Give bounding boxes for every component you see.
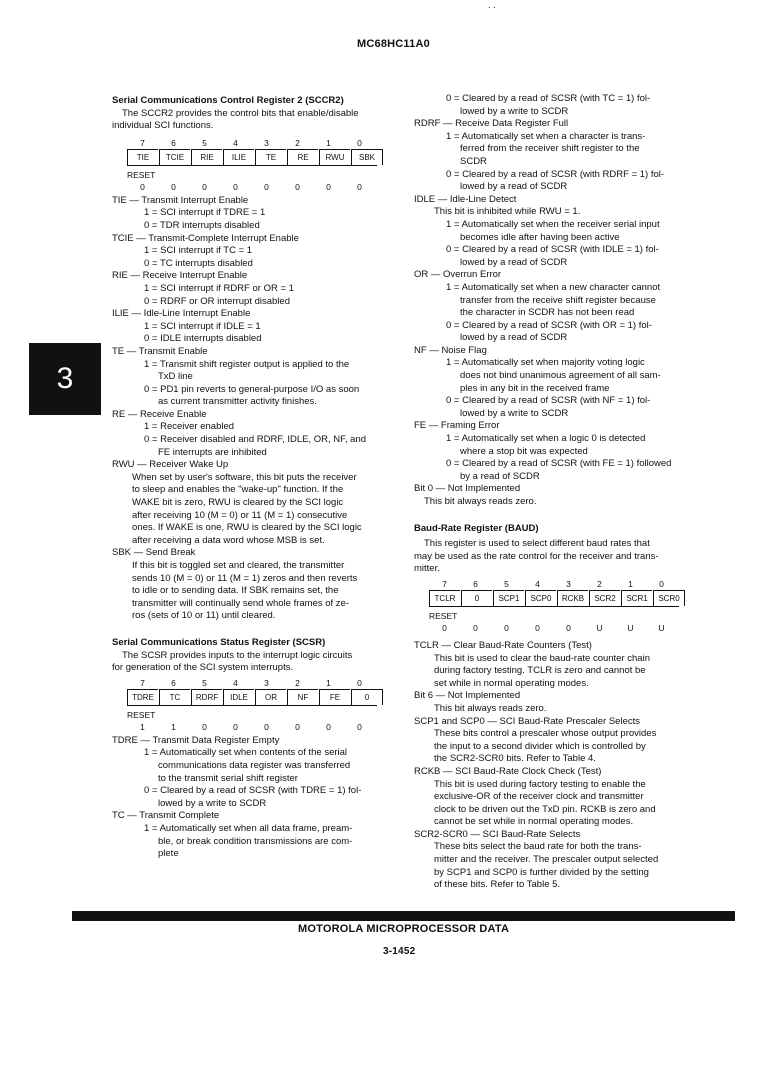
field-desc: 1 = Automatically set when all data frame, pream- xyxy=(144,822,353,834)
bit-number: 5 xyxy=(202,677,207,688)
field-heading: TCLR — Clear Baud-Rate Counters (Test) xyxy=(414,639,592,651)
register-bit: TCLR xyxy=(429,590,460,606)
footer-rule xyxy=(72,911,735,921)
field-desc: 0 = Receiver disabled and RDRF, IDLE, OR, NF, and xyxy=(144,434,367,446)
field-desc: where a stop bit was expected xyxy=(460,445,588,457)
scsr-heading: Serial Communications Status Register (SCSR) xyxy=(112,636,326,648)
field-desc: This bit is inhibited while RWU = 1. xyxy=(434,206,581,218)
section-tab xyxy=(29,343,101,415)
reset-value: 1 xyxy=(171,721,176,732)
field-heading: NF — Noise Flag xyxy=(414,344,487,356)
register-bit: RE xyxy=(287,149,318,165)
bit-number: 7 xyxy=(140,677,145,688)
field-heading: OR — Overrun Error xyxy=(414,269,502,281)
register-bit: NF xyxy=(287,689,318,705)
field-heading: ILIE — Idle-Line Interrupt Enable xyxy=(112,308,251,320)
field-desc: This bit is used to clear the baud-rate counter chain xyxy=(434,652,650,664)
field-desc: after receiving 10 (M = 0) or 11 (M = 1) consecutive xyxy=(132,509,348,521)
field-desc: This bit is used during factory testing to enable the xyxy=(434,778,646,790)
bit-number: 6 xyxy=(171,677,176,688)
field-desc: as current transmitter activity finishes. xyxy=(158,396,317,408)
field-desc: ble, or break condition transmissions are com- xyxy=(158,835,353,847)
register-bit: SCR2 xyxy=(589,590,620,606)
bit-number: 2 xyxy=(295,677,300,688)
register-bit: FE xyxy=(319,689,350,705)
field-desc: 1 = Receiver enabled xyxy=(144,421,235,433)
field-heading: RCKB — SCI Baud-Rate Clock Check (Test) xyxy=(414,765,602,777)
register-bit: RWU xyxy=(319,149,350,165)
baud-bit-fields xyxy=(429,590,679,607)
field-desc: the character in SCDR has not been read xyxy=(460,307,635,319)
reset-value: 0 xyxy=(295,721,300,732)
register-bit: 0 xyxy=(351,689,383,705)
field-heading: SBK — Send Break xyxy=(112,547,196,559)
register-bit: RCKB xyxy=(557,590,588,606)
reset-label: RESET xyxy=(127,709,156,720)
field-desc: FE interrupts are inhibited xyxy=(158,446,267,458)
field-heading: RIE — Receive Interrupt Enable xyxy=(112,270,248,282)
field-desc: plete xyxy=(158,848,179,860)
page-number: 3-1452 xyxy=(383,946,416,957)
bit-number: 0 xyxy=(357,137,362,148)
field-desc: ones. If WAKE is one, RWU is cleared by the SCI logic xyxy=(132,522,362,534)
sccr2-bit-numbers xyxy=(127,137,377,149)
reset-value: 1 xyxy=(140,721,145,732)
bit-number: 6 xyxy=(473,578,478,589)
baud-intro-line: mitter. xyxy=(414,563,440,575)
register-bit: SBK xyxy=(351,149,383,165)
bit-number: 4 xyxy=(535,578,540,589)
register-bit: TCIE xyxy=(159,149,190,165)
header-dots: . . xyxy=(488,0,496,10)
reset-value: 0 xyxy=(326,181,331,192)
field-desc: after receiving a data word whose MSB is set. xyxy=(132,534,325,546)
bit-number: 0 xyxy=(357,677,362,688)
bit-number: 6 xyxy=(171,137,176,148)
reset-value: 0 xyxy=(171,181,176,192)
reset-value: 0 xyxy=(566,622,571,633)
reset-value: 0 xyxy=(264,721,269,732)
register-bit: TC xyxy=(159,689,190,705)
field-desc: 0 = Cleared by a read of SCSR (with RDRF = 1) fol- xyxy=(446,168,665,180)
field-desc: of these bits. Refer to Table 5. xyxy=(434,879,561,891)
baud-intro-line: This register is used to select different baud rates that xyxy=(424,538,650,550)
field-desc: 0 = TDR interrupts disabled xyxy=(144,219,260,231)
sccr2-bit-fields xyxy=(127,149,377,166)
field-desc: When set by user's software, this bit puts the receiver xyxy=(132,471,357,483)
scsr-intro-line: The SCSR provides inputs to the interrupt logic circuits xyxy=(122,649,353,661)
field-heading: TIE — Transmit Interrupt Enable xyxy=(112,194,249,206)
register-bit: SCP0 xyxy=(525,590,556,606)
field-desc: lowed by a read of SCDR xyxy=(460,332,568,344)
reset-value: 0 xyxy=(233,721,238,732)
field-desc: sends 10 (M = 0) or 11 (M = 1) zeros and then reverts xyxy=(132,572,358,584)
bit-number: 5 xyxy=(202,137,207,148)
field-desc: 0 = Cleared by a read of SCSR (with TDRE = 1) fol- xyxy=(144,785,362,797)
field-desc: 0 = Cleared by a read of SCSR (with OR = 1) fol- xyxy=(446,319,652,331)
field-desc: lowed by a write to SCDR xyxy=(158,797,267,809)
register-bit: IDLE xyxy=(223,689,254,705)
field-desc: becomes idle after having been active xyxy=(460,231,620,243)
field-desc: the SCR2-SCR0 bits. Refer to Table 4. xyxy=(434,753,596,765)
baud-bit-numbers xyxy=(429,578,679,590)
field-desc: 1 = Transmit shift register output is applied to the xyxy=(144,358,350,370)
field-heading: Bit 0 — Not Implemented xyxy=(414,483,521,495)
field-desc: SCDR xyxy=(460,155,487,167)
baud-register-diagram xyxy=(429,578,679,634)
reset-value: U xyxy=(627,622,634,633)
register-bit: OR xyxy=(255,689,286,705)
register-bit: 0 xyxy=(461,590,492,606)
field-desc: ples in any bit in the received frame xyxy=(460,382,610,394)
register-bit: SCR0 xyxy=(653,590,685,606)
field-desc: 0 = Cleared by a read of SCSR (with IDLE = 1) fol- xyxy=(446,244,659,256)
sccr2-heading: Serial Communications Control Register 2 (SCCR2) xyxy=(112,95,344,106)
sccr2-intro-line: The SCCR2 provides the control bits that enable/disable xyxy=(122,107,359,119)
field-desc: set while in normal operating modes. xyxy=(434,677,589,689)
field-desc: exclusive-OR of the receiver clock and transmitter xyxy=(434,791,644,803)
reset-value: 0 xyxy=(233,181,238,192)
field-desc: to idle or to sending data. If SBK remains set, the xyxy=(132,585,339,597)
field-desc: 1 = SCI interrupt if RDRF or OR = 1 xyxy=(144,282,294,294)
field-desc: 1 = SCI interrupt if IDLE = 1 xyxy=(144,320,261,332)
field-desc: 1 = SCI interrupt if TDRE = 1 xyxy=(144,207,266,219)
register-bit: SCP1 xyxy=(493,590,524,606)
section-tab-number: 3 xyxy=(56,362,74,395)
field-desc: lowed by a write to SCDR xyxy=(460,407,569,419)
reset-value: 0 xyxy=(442,622,447,633)
register-bit: TIE xyxy=(127,149,158,165)
field-desc: the input to a second divider which is controlled by xyxy=(434,740,646,752)
reset-value: 0 xyxy=(473,622,478,633)
field-desc: These bits control a prescaler whose output provides xyxy=(434,728,657,740)
field-heading: IDLE — Idle-Line Detect xyxy=(414,193,517,205)
register-bit: TE xyxy=(255,149,286,165)
scsr-intro-line: for generation of the SCI system interrupts. xyxy=(112,662,294,674)
reset-label: RESET xyxy=(429,610,458,621)
field-desc: 0 = RDRF or OR interrupt disabled xyxy=(144,295,290,307)
field-desc: 1 = SCI interrupt if TC = 1 xyxy=(144,245,253,257)
scsr-bit-numbers xyxy=(127,677,377,689)
field-desc: 1 = Automatically set when a character is trans- xyxy=(446,130,646,142)
field-heading: TDRE — Transmit Data Register Empty xyxy=(112,734,280,746)
field-desc: to the transmit serial shift register xyxy=(158,772,298,784)
bit-number: 2 xyxy=(597,578,602,589)
left-column xyxy=(112,95,390,861)
field-desc: communications data register was transferred xyxy=(158,759,351,771)
field-heading: TE — Transmit Enable xyxy=(112,345,208,357)
field-desc: 1 = Automatically set when the receiver serial input xyxy=(446,218,660,230)
scsr-reset-values xyxy=(127,721,377,733)
field-desc: 0 = PD1 pin reverts to general-purpose I/O as soon xyxy=(144,383,360,395)
bit-number: 2 xyxy=(295,137,300,148)
reset-value: 0 xyxy=(295,181,300,192)
bit-number: 7 xyxy=(442,578,447,589)
field-desc: 0 = IDLE interrupts disabled xyxy=(144,333,262,345)
register-bit: TDRE xyxy=(127,689,158,705)
field-desc: 0 = Cleared by a read of SCSR (with TC = 1) fol- xyxy=(446,93,651,104)
reset-label: RESET xyxy=(127,169,156,180)
reset-value: 0 xyxy=(326,721,331,732)
bit-number: 1 xyxy=(628,578,633,589)
field-desc: lowed by a read of SCDR xyxy=(460,181,568,193)
reset-value: 0 xyxy=(357,721,362,732)
field-desc: TxD line xyxy=(158,371,193,383)
reset-value: U xyxy=(658,622,665,633)
field-desc: 1 = Automatically set when a logic 0 is detected xyxy=(446,433,646,445)
baud-heading: Baud-Rate Register (BAUD) xyxy=(414,522,539,534)
bit-number: 1 xyxy=(326,137,331,148)
field-desc: to sleep and enables the "wake-up" function. If the xyxy=(132,484,344,496)
register-bit: ILIE xyxy=(223,149,254,165)
bit-number: 3 xyxy=(566,578,571,589)
field-desc: 0 = Cleared by a read of SCSR (with NF = 1) fol- xyxy=(446,395,651,407)
field-heading: RE — Receive Enable xyxy=(112,408,207,420)
field-heading: TCIE — Transmit-Complete Interrupt Enable xyxy=(112,232,299,244)
baud-intro-line: may be used as the rate control for the receiver and trans- xyxy=(414,550,659,562)
reset-value: 0 xyxy=(357,181,362,192)
field-heading: SCP1 and SCP0 — SCI Baud-Rate Prescaler Selects xyxy=(414,715,640,727)
field-desc: does not bind unanimous agreement of all sam- xyxy=(460,370,661,382)
field-desc: lowed by a read of SCDR xyxy=(460,256,568,268)
reset-value: 0 xyxy=(202,181,207,192)
field-desc: 1 = Automatically set when contents of the serial xyxy=(144,747,348,759)
baud-reset-values xyxy=(429,622,679,634)
bit-number: 4 xyxy=(233,677,238,688)
field-desc: 0 = TC interrupts disabled xyxy=(144,257,253,269)
field-desc: 1 = Automatically set when a new character cannot xyxy=(446,281,661,293)
sccr2-intro-line: individual SCI functions. xyxy=(112,120,214,132)
bit-number: 4 xyxy=(233,137,238,148)
field-heading: Bit 6 — Not Implemented xyxy=(414,690,521,702)
field-desc: If this bit is toggled set and cleared, the transmitter xyxy=(132,560,345,571)
right-column xyxy=(414,93,704,892)
scsr-bit-fields xyxy=(127,689,377,706)
bit-number: 1 xyxy=(326,677,331,688)
field-desc: ros (sets of 10 or 11) until cleared. xyxy=(132,610,276,622)
page-header-title: MC68HC11A0 xyxy=(357,38,430,50)
field-heading: RDRF — Receive Data Register Full xyxy=(414,118,569,130)
field-heading: TC — Transmit Complete xyxy=(112,810,220,822)
field-desc: transmitter will continually send whole frames of ze- xyxy=(132,597,350,609)
field-desc: clock to be driven out the TxD pin. RCKB is zero and xyxy=(434,803,656,815)
field-desc: during factory testing. TCLR is zero and cannot be xyxy=(434,665,646,677)
register-bit: RDRF xyxy=(191,689,222,705)
field-heading: FE — Framing Error xyxy=(414,420,500,432)
bit-number: 0 xyxy=(659,578,664,589)
bit-number: 5 xyxy=(504,578,509,589)
field-desc: This bit always reads zero. xyxy=(434,702,547,714)
field-desc: 1 = Automatically set when majority voting logic xyxy=(446,357,645,369)
field-desc: ferred from the receiver shift register to the xyxy=(460,143,640,155)
bit-number: 3 xyxy=(264,677,269,688)
field-desc: cannot be set while in normal operating modes. xyxy=(434,816,634,828)
reset-value: 0 xyxy=(202,721,207,732)
field-desc: transfer from the receive shift register because xyxy=(460,294,656,306)
register-bit: RIE xyxy=(191,149,222,165)
field-desc: This bit always reads zero. xyxy=(424,496,537,507)
scsr-register-diagram xyxy=(127,677,377,733)
field-desc: by SCP1 and SCP0 is further divided by the setting xyxy=(434,866,649,878)
field-desc: lowed by a write to SCDR xyxy=(460,105,569,117)
field-desc: 0 = Cleared by a read of SCSR (with FE = 1) followed xyxy=(446,458,672,470)
field-heading: SCR2-SCR0 — SCI Baud-Rate Selects xyxy=(414,828,581,840)
reset-value: 0 xyxy=(264,181,269,192)
field-heading: RWU — Receiver Wake Up xyxy=(112,459,229,471)
reset-value: 0 xyxy=(535,622,540,633)
sccr2-register-diagram xyxy=(127,137,377,193)
reset-value: U xyxy=(596,622,603,633)
field-desc: WAKE bit is zero, RWU is cleared by the SCI logic xyxy=(132,497,344,509)
register-bit: SCR1 xyxy=(621,590,652,606)
field-desc: mitter and the receiver. The prescaler output selected xyxy=(434,854,659,866)
reset-value: 0 xyxy=(504,622,509,633)
field-desc: by a read of SCDR xyxy=(460,470,540,482)
sccr2-reset-values xyxy=(127,181,377,193)
bit-number: 3 xyxy=(264,137,269,148)
bit-number: 7 xyxy=(140,137,145,148)
field-desc: These bits select the baud rate for both the trans- xyxy=(434,841,642,853)
footer-title: MOTOROLA MICROPROCESSOR DATA xyxy=(298,923,510,935)
reset-value: 0 xyxy=(140,181,145,192)
